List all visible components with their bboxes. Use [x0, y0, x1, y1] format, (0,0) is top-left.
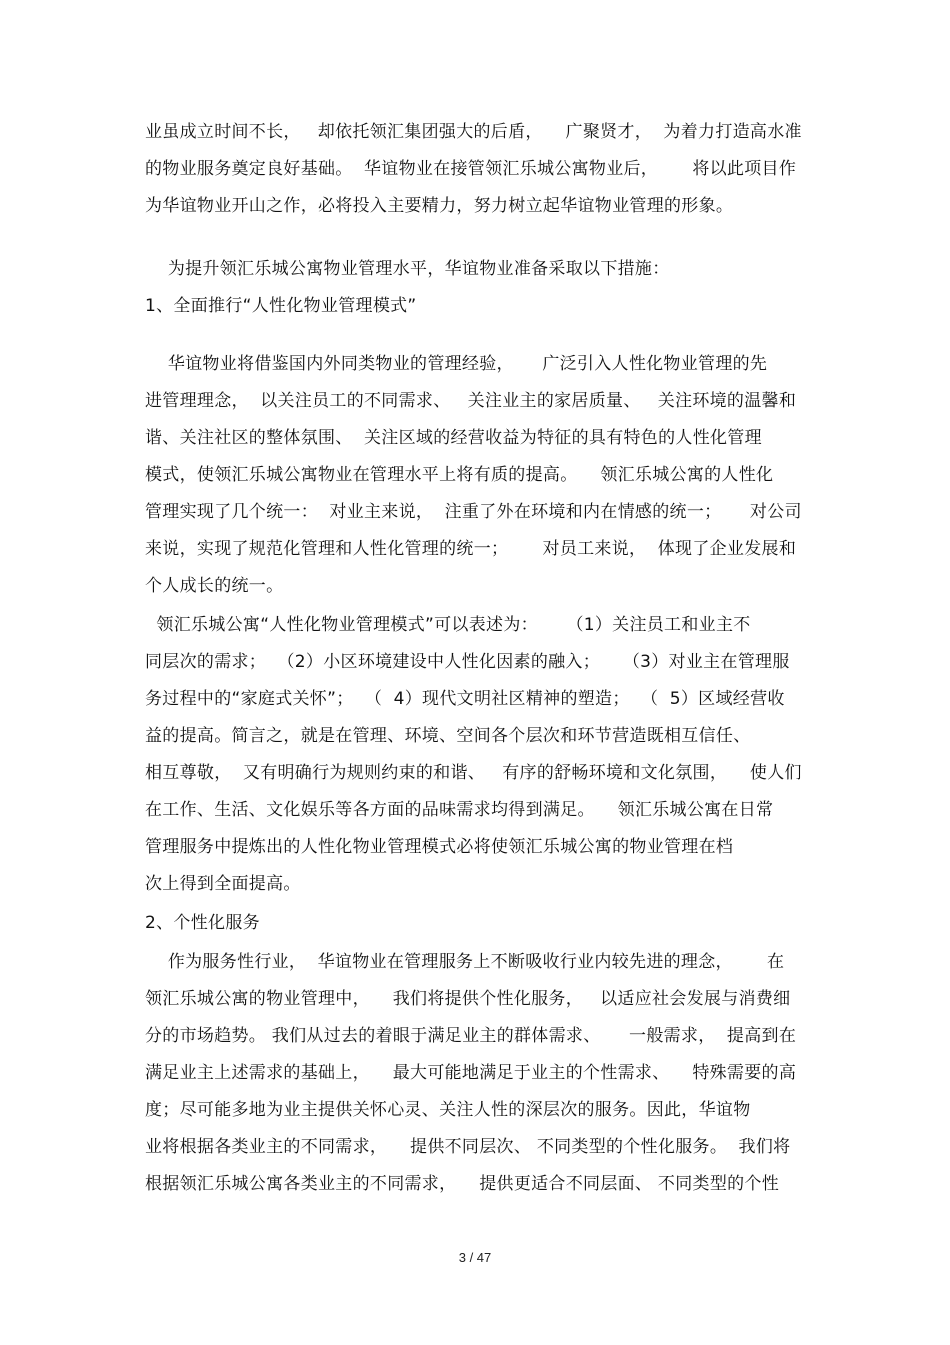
section-heading-2: 2、个性化服务 [145, 913, 260, 933]
section-heading-1: 1、全面推行“人性化物业管理模式” [145, 296, 417, 316]
paragraph-3-line-3: 务过程中的“家庭式关怀”； （ 4）现代文明社区精神的塑造； （ 5）区域经营收 [145, 689, 785, 709]
paragraph-2-line-4: 模式，使领汇乐城公寓物业在管理水平上将有质的提高。 领汇乐城公寓的人性化 [145, 465, 774, 485]
paragraph-2-line-3: 谐、关注社区的整体氛围、 关注区域的经营收益为特征的具有特色的人性化管理 [145, 428, 762, 448]
paragraph-3-line-2: 同层次的需求； （2）小区环境建设中人性化因素的融入； （3）对业主在管理服 [145, 652, 790, 672]
paragraph-2-line-1: 华谊物业将借鉴国内外同类物业的管理经验， 广泛引入人性化物业管理的先 [145, 354, 768, 374]
paragraph-1-line-3: 为华谊物业开山之作，必将投入主要精力，努力树立起华谊物业管理的形象。 [145, 196, 734, 216]
intro-measures-line: 为提升领汇乐城公寓物业管理水平，华谊物业准备采取以下措施： [145, 259, 670, 279]
paragraph-3-line-7: 管理服务中提炼出的人性化物业管理模式必将使领汇乐城公寓的物业管理在档 [145, 837, 734, 857]
paragraph-4-line-7: 根据领汇乐城公寓各类业主的不同需求， 提供更适合不同层面、 不同类型的个性 [145, 1174, 780, 1194]
paragraph-4-line-4: 满足业主上述需求的基础上， 最大可能地满足于业主的个性需求、 特殊需要的高 [145, 1063, 797, 1083]
paragraph-4-line-2: 领汇乐城公寓的物业管理中， 我们将提供个性化服务， 以适应社会发展与消费细 [145, 989, 791, 1009]
paragraph-4-line-6: 业将根据各类业主的不同需求， 提供不同层次、 不同类型的个性化服务。 我们将 [145, 1137, 791, 1157]
paragraph-3-line-4: 益的提高。简言之，就是在管理、环境、空间各个层次和环节营造既相互信任、 [145, 726, 751, 746]
page-number: 3 / 47 [458, 1250, 492, 1265]
paragraph-2-line-5: 管理实现了几个统一： 对业主来说， 注重了外在环境和内在情感的统一； 对公司 [145, 502, 802, 522]
paragraph-3-line-1: 领汇乐城公寓“人性化物业管理模式”可以表述为： （1）关注员工和业主不 [145, 615, 751, 635]
paragraph-3-line-5: 相互尊敬， 又有明确行为规则约束的和谐、 有序的舒畅环境和文化氛围， 使人们 [145, 763, 802, 783]
paragraph-3-line-8: 次上得到全面提高。 [145, 874, 301, 894]
paragraph-3-line-6: 在工作、生活、文化娱乐等各方面的品味需求均得到满足。 领汇乐城公寓在日常 [145, 800, 774, 820]
paragraph-4-line-3: 分的市场趋势。 我们从过去的着眼于满足业主的群体需求、 一般需求， 提高到在 [145, 1026, 797, 1046]
paragraph-4-line-1: 作为服务性行业， 华谊物业在管理服务上不断吸收行业内较先进的理念， 在 [145, 952, 785, 972]
paragraph-2-line-6: 来说，实现了规范化管理和人性化管理的统一； 对员工来说， 体现了企业发展和 [145, 539, 797, 559]
paragraph-4-line-5: 度；尽可能多地为业主提供关怀心灵、关注人性的深层次的服务。因此，华谊物 [145, 1100, 751, 1120]
paragraph-2-line-2: 进管理理念， 以关注员工的不同需求、 关注业主的家居质量、 关注环境的温馨和 [145, 391, 797, 411]
paragraph-2-line-7: 个人成长的统一。 [145, 576, 284, 596]
paragraph-1-line-2: 的物业服务奠定良好基础。 华谊物业在接管领汇乐城公寓物业后， 将以此项目作 [145, 159, 797, 179]
paragraph-1-line-1: 业虽成立时间不长， 却依托领汇集团强大的后盾， 广聚贤才， 为着力打造高水准 [145, 122, 802, 142]
